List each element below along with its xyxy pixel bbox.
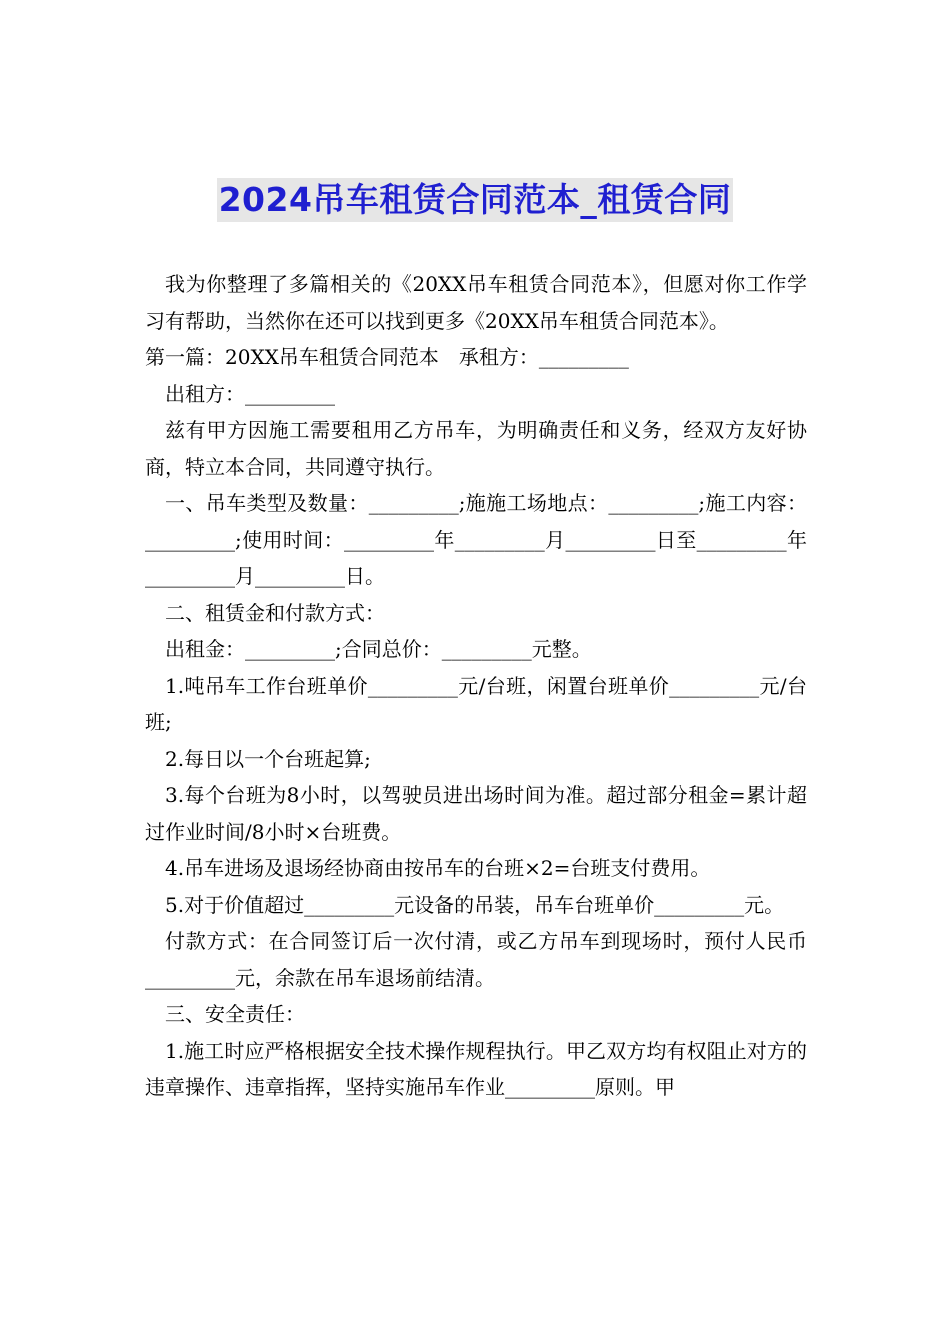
paragraph-preamble: 兹有甲方因施工需要租用乙方吊车，为明确责任和义务，经双方友好协商，特立本合同，共同遵守执行。 <box>145 418 807 479</box>
paragraph-intro: 我为你整理了多篇相关的《20XX吊车租赁合同范本》，但愿对你工作学习有帮助，当然你在还可以找到更多《20XX吊车租赁合同范本》。 <box>145 272 807 333</box>
paragraph-item-1: 1.吨吊车工作台班单价_________元/台班，闲置台班单价_________元/台班; <box>145 673 807 734</box>
paragraph-section-two-heading: 二、租赁金和付款方式： <box>165 600 385 625</box>
document-body <box>145 266 807 1106</box>
paragraph-part-one-heading: 第一篇：20XX吊车租赁合同范本 承租方：_________ <box>145 345 629 369</box>
paragraph-section-three-heading: 三、安全责任： <box>165 1002 305 1026</box>
title-area <box>0 178 950 222</box>
paragraph-rent: 出租金：_________;合同总价：_________元整。 <box>165 637 592 661</box>
paragraph-section-one: 一、吊车类型及数量：_________;施施工场地点：_________;施工内容：_________;使用时间：_________年_________月_________日至_________年_________月_________日。 <box>145 491 807 588</box>
paragraph-item-4: 4.吊车进场及退场经协商由按吊车的台班×2=台班支付费用。 <box>165 856 711 880</box>
paragraph-item-3: 3.每个台班为8小时，以驾驶员进出场时间为准。超过部分租金=累计超过作业时间/8小时×台班费。 <box>145 783 807 844</box>
paragraph-item-5: 5.对于价值超过_________元设备的吊装，吊车台班单价_________元。 <box>165 892 785 917</box>
paragraph-lessor: 出租方：_________ <box>165 381 335 406</box>
paragraph-payment: 付款方式：在合同签订后一次付清，或乙方吊车到现场时，预付人民币_________元，余款在吊车退场前结清。 <box>145 929 807 990</box>
document-title: 2024吊车租赁合同范本_租赁合同 <box>217 178 734 222</box>
paragraph-safety-1: 1.施工时应严格根据安全技术操作规程执行。甲乙双方均有权阻止对方的违章操作、违章指挥，坚持实施吊车作业_________原则。甲 <box>145 1038 807 1099</box>
paragraph-item-2: 2.每日以一个台班起算; <box>165 746 371 771</box>
